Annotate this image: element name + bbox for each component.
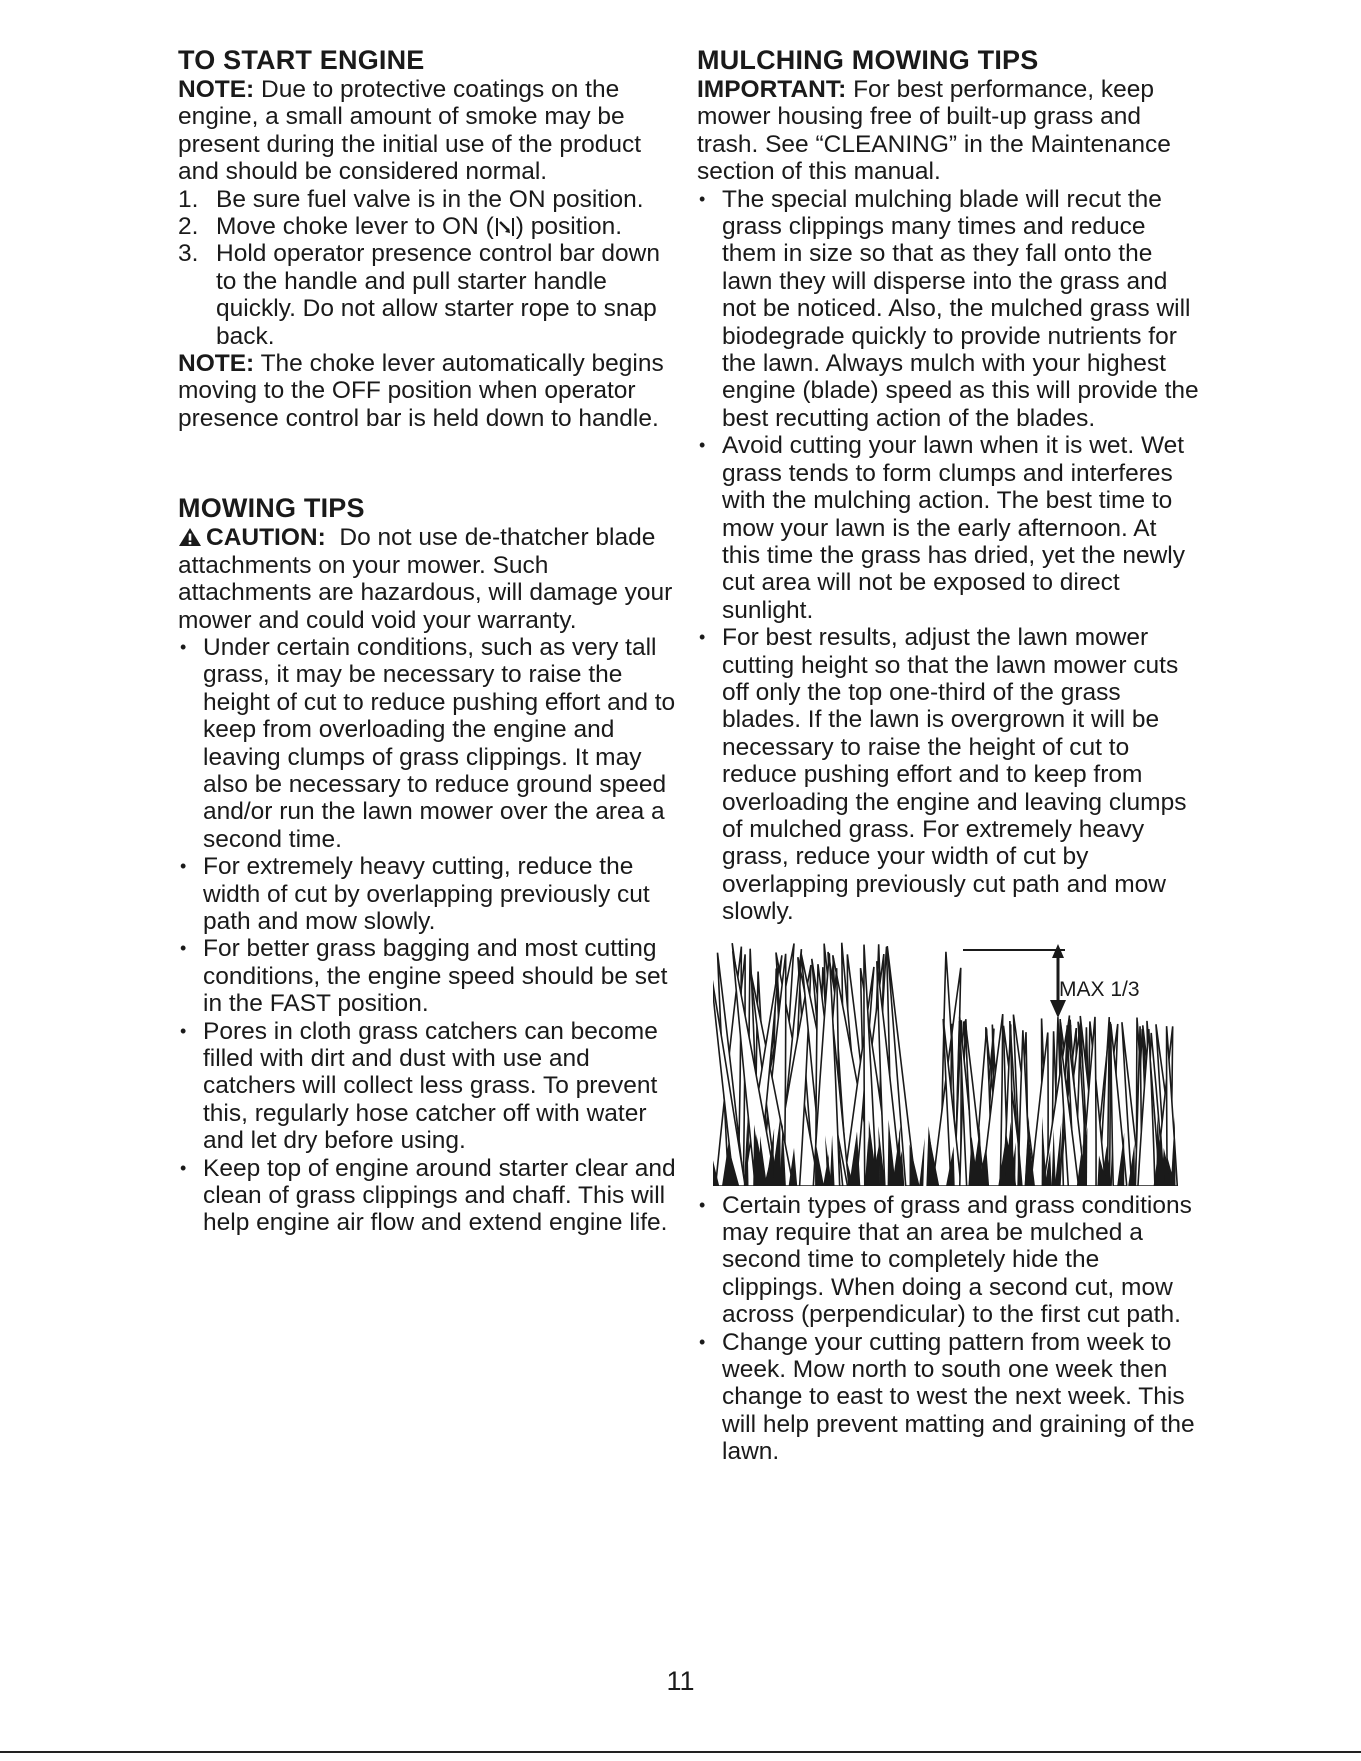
mulching-tip-item: • Avoid cutting your lawn when it is wet. Wet grass tends to form clumps and interferes with the mulching action. The best time to mow your lawn is the early afternoon. At this time the grass has dried, yet the newly cut area will not be exposed to direct sunlight. [697, 432, 1199, 624]
mowing-tip-item: • Keep top of engine around starter clear and clean of grass clippings and chaff. This will help engine air flow and extend engine life. [178, 1155, 678, 1237]
note-text: Due to protective coatings on the engine, a small amount of smoke may be present during the initial use of the product and should be considered normal. [178, 76, 642, 186]
choke-note [178, 350, 678, 432]
step-number: 2. [178, 213, 199, 241]
mowing-tip-item: • Pores in cloth grass catchers can become filled with dirt and dust with use and catchers will collect less grass. To prevent this, regularly hose catcher off with water and let dry before using. [178, 1018, 678, 1155]
mowing-tips-heading: MOWING TIPS [178, 493, 365, 524]
mulching-tip-item: • For best results, adjust the lawn mower cutting height so that the lawn mower cuts off only the top one-third of the grass blades. If the lawn is overgrown it will be necessary to raise the height of cut to reduce pushing effort and to keep from overloading the engine and leaving clumps of mulched grass. For extremely heavy grass, reduce your width of cut by overlapping previously cut path and mow slowly. [697, 624, 1199, 925]
mulching-tips-list-bottom [697, 1192, 1199, 1466]
to-start-engine-heading: TO START ENGINE [178, 45, 425, 75]
start-engine-note [178, 76, 678, 186]
mowing-tips-list [178, 634, 678, 1237]
step-text-before: Move choke lever to ON ( [216, 213, 494, 241]
start-step-2 [178, 213, 678, 240]
step-text-after: ) position. [515, 213, 622, 241]
important-paragraph [697, 76, 1199, 186]
page-bottom-rule [0, 1751, 1361, 1753]
note-text: The choke lever automatically begins moving to the OFF position when operator presence control bar is held down to handle. [178, 350, 664, 432]
start-step-1 [178, 186, 678, 213]
caution-paragraph [178, 524, 678, 634]
page-number: 11 [666, 1666, 695, 1696]
note-label: NOTE: [178, 350, 255, 378]
mulching-tip-item: • The special mulching blade will recut the grass clippings many times and reduce them in size so that as they fall onto the lawn they will disperse into the grass and not be noticed. Also, the mulched grass will biodegrade quickly to provide nutrients for the lawn. Always mulch with your highest engine (blade) speed as this will provide the best recutting action of the blades. [697, 186, 1199, 433]
start-step-3 [178, 240, 678, 350]
start-steps-list [178, 186, 678, 350]
mulching-tip-item: • Change your cutting pattern from week to week. Mow north to south one week then change to east to west the next week. This will help prevent matting and graining of the lawn. [697, 1329, 1199, 1466]
right-column [697, 44, 1199, 1466]
section-spacer [178, 432, 678, 492]
grass-illustration [713, 936, 1183, 1186]
note-label: NOTE: [178, 76, 255, 103]
mowing-tip-item: • Under certain conditions, such as very tall grass, it may be necessary to raise the height of cut to reduce pushing effort and to keep from overloading the engine and leaving clumps of grass clippings. It may also be necessary to reduce ground speed and/or run the lawn mower over the area a second time. [178, 634, 678, 853]
left-column [178, 44, 678, 1237]
grass-cut-height-figure [713, 936, 1183, 1186]
step-text: Be sure fuel valve is in the ON position. [216, 185, 644, 213]
max-one-third-label: MAX 1/3 [1059, 977, 1140, 1001]
important-label: IMPORTANT: [697, 76, 847, 103]
step-text: Hold operator presence control bar down to the handle and pull starter handle quickly. Do not allow starter rope to snap back. [216, 240, 660, 350]
mulching-tips-list-top [697, 186, 1199, 926]
mulching-tip-item: • Certain types of grass and grass conditions may require that an area be mulched a second time to completely hide the clippings. When doing a second cut, mow across (perpendicular) to the first cut path. [697, 1192, 1199, 1329]
caution-label: CAUTION: [206, 524, 326, 552]
important-text: For best performance, keep mower housing free of built-up grass and trash. See “CLEANING” in the Maintenance section of this manual. [697, 76, 1171, 186]
caution-text: Do not use de-thatcher blade attachments on your mower. Such attachments are hazardous, will damage your mower and could void your warranty. [178, 524, 673, 634]
choke-symbol-icon [494, 217, 516, 237]
mowing-tip-item: • For better grass bagging and most cutting conditions, the engine speed should be set in the FAST position. [178, 935, 678, 1017]
step-number: 3. [178, 240, 199, 268]
step-number: 1. [178, 185, 199, 213]
mowing-tip-item: • For extremely heavy cutting, reduce the width of cut by overlapping previously cut path and mow slowly. [178, 853, 678, 935]
warning-triangle-icon [178, 527, 202, 547]
mulching-tips-heading: MULCHING MOWING TIPS [697, 45, 1039, 75]
